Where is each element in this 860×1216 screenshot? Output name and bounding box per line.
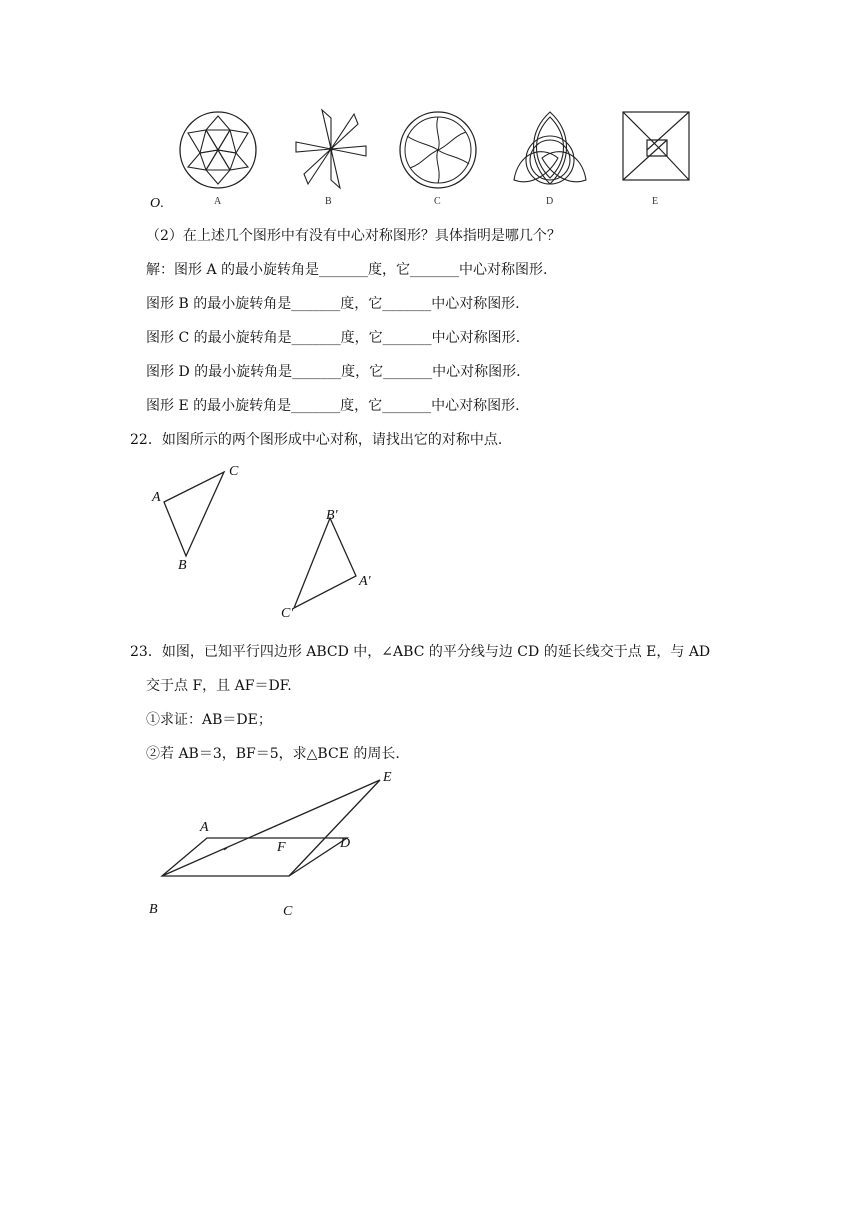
q23-parallelogram-figure bbox=[150, 770, 390, 920]
q22-point-c-prime: C′ bbox=[281, 606, 294, 621]
q23-point-b: B bbox=[149, 902, 158, 917]
q22-question: 22．如图所示的两个图形成中心对称，请找出它的对称中点. bbox=[130, 432, 503, 448]
q23-subquestion-1: ①求证：AB＝DE； bbox=[146, 712, 272, 728]
figure-d-triquetra bbox=[508, 108, 592, 192]
q22-point-c: C bbox=[229, 464, 239, 479]
figure-b-label: B bbox=[325, 196, 332, 207]
q23-question-line1: 23．如图，已知平行四边形 ABCD 中，∠ABC 的平分线与边 CD 的延长线交于点 E，与 AD bbox=[130, 644, 711, 660]
q23-question-line2: 交于点 F，且 AF＝DF. bbox=[146, 678, 292, 694]
q21-answer-line-a: 解：图形 A 的最小旋转角是_______度，它_______中心对称图形. bbox=[146, 262, 548, 278]
q23-point-c: C bbox=[283, 904, 293, 919]
q21-part2-prompt: （2）在上述几个图形中有没有中心对称图形？具体指明是哪几个？ bbox=[146, 228, 561, 244]
extension-ce bbox=[289, 780, 380, 876]
figure-c-label: C bbox=[434, 196, 441, 207]
q23-point-a: A bbox=[200, 820, 209, 835]
figure-d-label: D bbox=[546, 196, 554, 207]
q21-answer-line-c: 图形 C 的最小旋转角是_______度，它_______中心对称图形. bbox=[146, 330, 521, 346]
triangle-a1b1c1 bbox=[294, 518, 356, 608]
q22-point-b-prime: B′ bbox=[326, 508, 338, 523]
point-o-label: O. bbox=[150, 196, 164, 211]
figure-a-star-circle bbox=[178, 110, 258, 190]
figure-a-label: A bbox=[214, 196, 222, 207]
q23-point-f: F bbox=[277, 840, 286, 855]
q23-point-e: E bbox=[383, 770, 392, 785]
figure-b-pinwheel bbox=[292, 108, 370, 190]
triangle-abc bbox=[164, 472, 224, 556]
figure-c-swirl-circle bbox=[398, 110, 478, 190]
q21-answer-line-d: 图形 D 的最小旋转角是_______度，它_______中心对称图形. bbox=[146, 364, 521, 380]
figure-e-label: E bbox=[652, 196, 659, 207]
q23-point-d: D bbox=[340, 836, 351, 851]
bisector-be bbox=[162, 780, 380, 876]
q21-answer-line-e: 图形 E 的最小旋转角是_______度，它_______中心对称图形. bbox=[146, 398, 520, 414]
q22-point-a: A bbox=[152, 490, 161, 505]
q21-answer-line-b: 图形 B 的最小旋转角是_______度，它_______中心对称图形. bbox=[146, 296, 520, 312]
q22-point-b: B bbox=[178, 558, 187, 573]
q22-point-a-prime: A′ bbox=[359, 574, 371, 589]
q22-triangles-figure bbox=[150, 460, 390, 630]
q23-subquestion-2: ②若 AB＝3，BF＝5，求△BCE 的周长. bbox=[146, 746, 400, 762]
figure-e-square-pinwheel bbox=[621, 110, 693, 184]
